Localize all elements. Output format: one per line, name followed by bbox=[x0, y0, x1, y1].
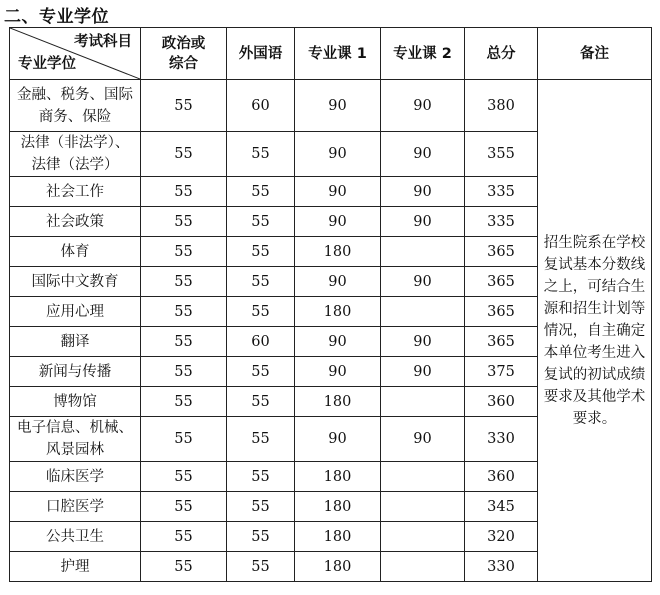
major-name-cell: 翻译 bbox=[10, 327, 141, 357]
major-name-cell: 护理 bbox=[10, 552, 141, 582]
total-score-cell: 365 bbox=[465, 297, 538, 327]
major-name-cell: 社会政策 bbox=[10, 207, 141, 237]
politics-score-cell: 55 bbox=[141, 327, 227, 357]
note-line: 源和招生计划等 bbox=[543, 300, 646, 317]
foreign-language-score-cell: 55 bbox=[227, 177, 295, 207]
course-1-score-cell: 90 bbox=[295, 327, 381, 357]
note-line: 情况，自主确定 bbox=[543, 322, 646, 339]
politics-score-cell: 55 bbox=[141, 417, 227, 462]
total-score-cell: 345 bbox=[465, 492, 538, 522]
header-total: 总分 bbox=[465, 28, 538, 80]
foreign-language-score-cell: 55 bbox=[227, 387, 295, 417]
major-name-line2: 风景园林 bbox=[46, 442, 104, 458]
course-2-score-cell bbox=[381, 297, 465, 327]
foreign-language-score-cell: 55 bbox=[227, 237, 295, 267]
major-name-line2: 法律（法学） bbox=[31, 157, 119, 173]
course-2-score-cell: 90 bbox=[381, 417, 465, 462]
course-1-score-cell: 180 bbox=[295, 522, 381, 552]
major-name-cell: 社会工作 bbox=[10, 177, 141, 207]
course-1-score-cell: 90 bbox=[295, 177, 381, 207]
course-2-score-cell: 90 bbox=[381, 132, 465, 177]
politics-score-cell: 55 bbox=[141, 492, 227, 522]
foreign-language-score-cell: 55 bbox=[227, 267, 295, 297]
note-line: 本单位考生进入 bbox=[543, 344, 646, 361]
header-foreign-language: 外国语 bbox=[227, 28, 295, 80]
course-2-score-cell: 90 bbox=[381, 267, 465, 297]
table-row bbox=[10, 80, 652, 132]
course-2-score-cell: 90 bbox=[381, 327, 465, 357]
foreign-language-score-cell: 55 bbox=[227, 552, 295, 582]
foreign-language-score-cell: 55 bbox=[227, 417, 295, 462]
course-2-score-cell bbox=[381, 552, 465, 582]
course-1-score-cell: 180 bbox=[295, 387, 381, 417]
header-note: 备注 bbox=[538, 28, 652, 80]
header-row bbox=[10, 28, 652, 80]
course-1-score-cell: 90 bbox=[295, 207, 381, 237]
course-1-score-cell: 90 bbox=[295, 132, 381, 177]
course-1-score-cell: 90 bbox=[295, 80, 381, 132]
major-name-line2: 商务、保险 bbox=[38, 108, 112, 125]
politics-score-cell: 55 bbox=[141, 177, 227, 207]
politics-score-cell: 55 bbox=[141, 80, 227, 132]
major-name-cell: 应用心理 bbox=[10, 297, 141, 327]
major-name-cell: 公共卫生 bbox=[10, 522, 141, 552]
foreign-language-score-cell: 55 bbox=[227, 492, 295, 522]
total-score-cell: 330 bbox=[465, 552, 538, 582]
note-cell bbox=[538, 80, 652, 582]
note-line: 要求。 bbox=[572, 410, 617, 427]
major-name-line1: 法律（非法学）、 bbox=[20, 135, 130, 151]
politics-score-cell: 55 bbox=[141, 132, 227, 177]
major-name-cell: 体育 bbox=[10, 237, 141, 267]
course-1-score-cell: 90 bbox=[295, 357, 381, 387]
course-1-score-cell: 90 bbox=[295, 267, 381, 297]
foreign-language-score-cell: 55 bbox=[227, 522, 295, 552]
course-2-score-cell bbox=[381, 462, 465, 492]
politics-score-cell: 55 bbox=[141, 237, 227, 267]
header-course-1: 专业课 1 bbox=[295, 28, 381, 80]
foreign-language-score-cell: 60 bbox=[227, 80, 295, 132]
total-score-cell: 365 bbox=[465, 267, 538, 297]
politics-score-cell: 55 bbox=[141, 522, 227, 552]
politics-score-cell: 55 bbox=[141, 297, 227, 327]
header-politics-line2: 综合 bbox=[169, 55, 198, 72]
corner-header bbox=[10, 28, 141, 80]
total-score-cell: 380 bbox=[465, 80, 538, 132]
note-line: 招生院系在学校 bbox=[543, 234, 646, 251]
politics-score-cell: 55 bbox=[141, 387, 227, 417]
total-score-cell: 365 bbox=[465, 327, 538, 357]
foreign-language-score-cell: 55 bbox=[227, 132, 295, 177]
corner-header-subjects: 考试科目 bbox=[74, 34, 132, 50]
major-name-cell: 国际中文教育 bbox=[10, 267, 141, 297]
major-name-cell bbox=[10, 132, 141, 177]
politics-score-cell: 55 bbox=[141, 357, 227, 387]
foreign-language-score-cell: 60 bbox=[227, 327, 295, 357]
total-score-cell: 365 bbox=[465, 237, 538, 267]
course-2-score-cell bbox=[381, 492, 465, 522]
total-score-cell: 360 bbox=[465, 387, 538, 417]
section-title: 二、专业学位 bbox=[4, 7, 109, 27]
course-2-score-cell: 90 bbox=[381, 207, 465, 237]
politics-score-cell: 55 bbox=[141, 462, 227, 492]
course-2-score-cell: 90 bbox=[381, 357, 465, 387]
course-2-score-cell: 90 bbox=[381, 80, 465, 132]
foreign-language-score-cell: 55 bbox=[227, 357, 295, 387]
header-politics bbox=[141, 28, 227, 80]
course-1-score-cell: 180 bbox=[295, 237, 381, 267]
total-score-cell: 375 bbox=[465, 357, 538, 387]
total-score-cell: 355 bbox=[465, 132, 538, 177]
course-1-score-cell: 180 bbox=[295, 552, 381, 582]
course-1-score-cell: 180 bbox=[295, 462, 381, 492]
major-name-cell: 口腔医学 bbox=[10, 492, 141, 522]
course-1-score-cell: 90 bbox=[295, 417, 381, 462]
total-score-cell: 335 bbox=[465, 207, 538, 237]
major-name-cell: 临床医学 bbox=[10, 462, 141, 492]
major-name-line1: 电子信息、机械、 bbox=[17, 420, 133, 436]
foreign-language-score-cell: 55 bbox=[227, 207, 295, 237]
politics-score-cell: 55 bbox=[141, 207, 227, 237]
politics-score-cell: 55 bbox=[141, 267, 227, 297]
major-name-cell bbox=[10, 417, 141, 462]
total-score-cell: 360 bbox=[465, 462, 538, 492]
major-name-line1: 金融、税务、国际 bbox=[17, 86, 133, 103]
course-1-score-cell: 180 bbox=[295, 492, 381, 522]
major-name-cell: 新闻与传播 bbox=[10, 357, 141, 387]
header-politics-line1: 政治或 bbox=[161, 35, 206, 52]
total-score-cell: 320 bbox=[465, 522, 538, 552]
major-name-cell: 博物馆 bbox=[10, 387, 141, 417]
note-line: 复试的初试成绩 bbox=[543, 366, 646, 383]
passing-score-table bbox=[9, 27, 652, 582]
course-2-score-cell bbox=[381, 387, 465, 417]
major-name-cell bbox=[10, 80, 141, 132]
foreign-language-score-cell: 55 bbox=[227, 462, 295, 492]
header-course-2: 专业课 2 bbox=[381, 28, 465, 80]
total-score-cell: 335 bbox=[465, 177, 538, 207]
corner-header-degree: 专业学位 bbox=[18, 56, 76, 72]
politics-score-cell: 55 bbox=[141, 552, 227, 582]
course-1-score-cell: 180 bbox=[295, 297, 381, 327]
note-line: 复试基本分数线 bbox=[543, 256, 646, 273]
note-line: 之上，可结合生 bbox=[543, 278, 646, 295]
note-line: 要求及其他学术 bbox=[543, 388, 646, 405]
course-2-score-cell: 90 bbox=[381, 177, 465, 207]
course-2-score-cell bbox=[381, 522, 465, 552]
total-score-cell: 330 bbox=[465, 417, 538, 462]
foreign-language-score-cell: 55 bbox=[227, 297, 295, 327]
course-2-score-cell bbox=[381, 237, 465, 267]
